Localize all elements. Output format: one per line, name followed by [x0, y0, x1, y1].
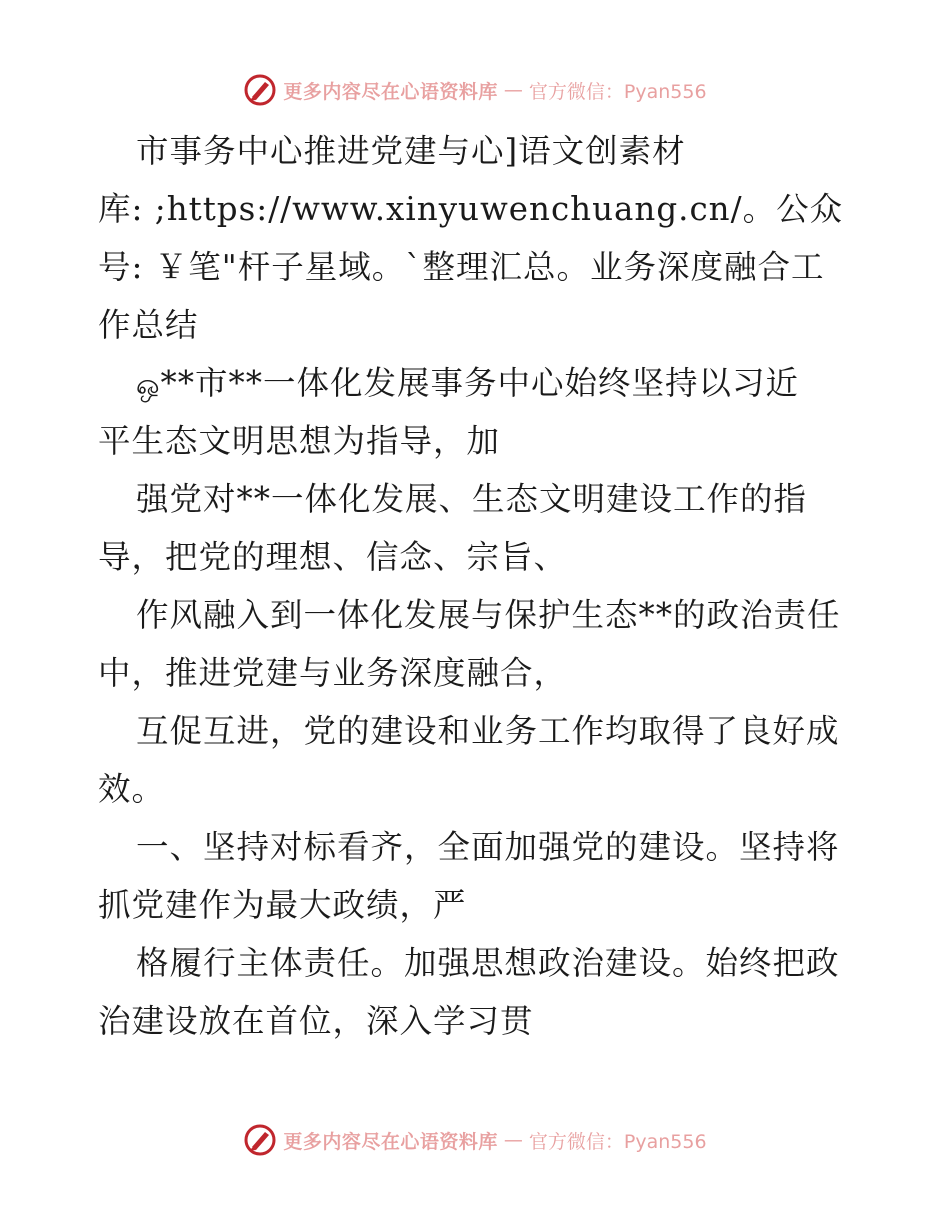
- text-line: 市事务中心推进党建与心]语文创素材: [136, 132, 686, 170]
- text-line: 一、坚持对标看齐，全面加强党的建设。坚持将: [136, 828, 840, 866]
- watermark-dash: —: [503, 79, 523, 101]
- swirl-glyph: ஒ: [136, 368, 161, 401]
- watermark-contact: 官方微信：Pyan556: [528, 1130, 707, 1153]
- text-line: 格履行主体责任。加强思想政治建设。始终把政: [136, 944, 840, 982]
- text-line: 导，把党的理想、信念、宗旨、: [98, 538, 568, 576]
- text-line-content: **市**一体化发展事务中心始终坚持以习近: [160, 364, 799, 402]
- text-line: 强党对**一体化发展、生态文明建设工作的指: [136, 480, 808, 518]
- pen-logo-icon: [243, 73, 277, 107]
- text-line: 作风融入到一体化发展与保护生态**的政治责任: [136, 596, 841, 634]
- watermark-dash: —: [503, 1129, 523, 1151]
- pen-logo-icon: [243, 1123, 277, 1157]
- text-line: 库: ;https://www.xinyuwenchuang.cn/。公众: [98, 190, 844, 228]
- text-line: 中，推进党建与业务深度融合，: [98, 654, 568, 692]
- text-line: 效。: [98, 770, 166, 808]
- watermark-contact: 官方微信：Pyan556: [528, 80, 707, 103]
- text-line: 抓党建作为最大政绩，严: [98, 886, 467, 924]
- text-line: 作总结: [98, 306, 199, 344]
- document-body: [98, 122, 858, 1050]
- text-line: 平生态文明思想为指导，加: [98, 422, 501, 460]
- text-line: 互促互进，党的建设和业务工作均取得了良好成: [136, 712, 840, 750]
- watermark-text: 更多内容尽在心语资料库: [283, 1130, 498, 1153]
- header-watermark: [0, 70, 950, 110]
- text-line-with-swirl: [98, 354, 858, 412]
- text-line: 号: ￥笔"杆子星域。`整理汇总。业务深度融合工: [98, 248, 825, 286]
- text-line: 治建设放在首位，深入学习贯: [98, 1002, 534, 1040]
- watermark-text: 更多内容尽在心语资料库: [283, 80, 498, 103]
- footer-watermark: [0, 1120, 950, 1160]
